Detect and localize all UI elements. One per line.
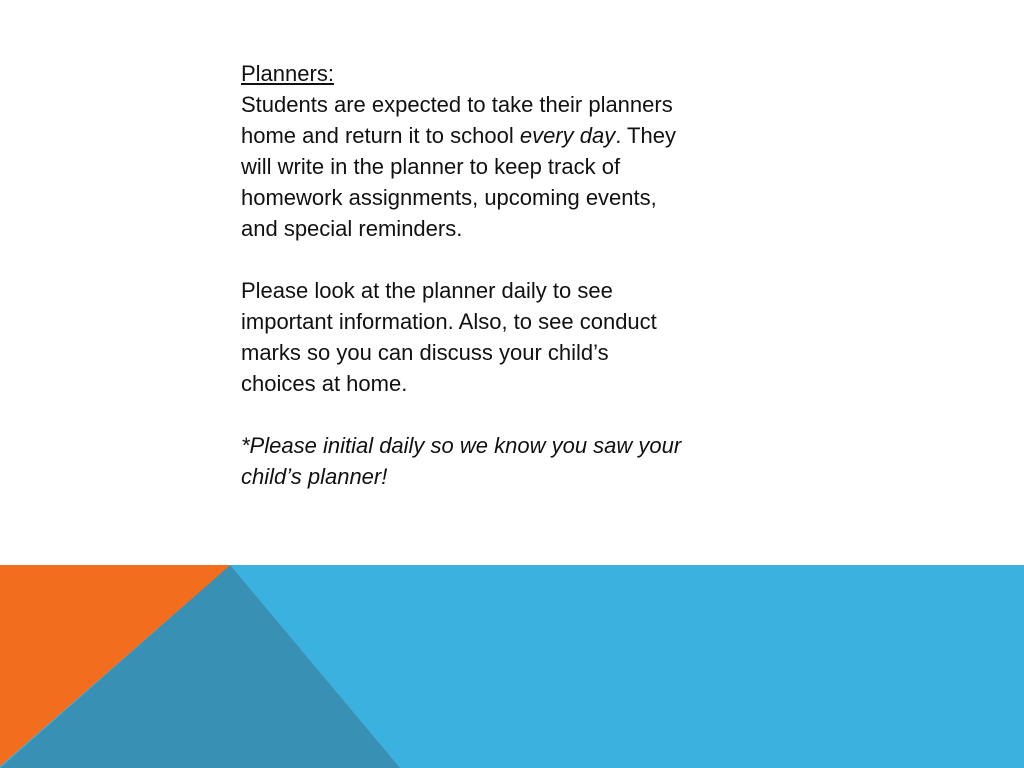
para2-line: choices at home. <box>241 371 408 396</box>
para1-line: and special reminders. <box>241 216 463 241</box>
para2-line: marks so you can discuss your child’s <box>241 340 609 365</box>
para1-line <box>241 120 761 151</box>
text: home and return it to school <box>241 123 520 148</box>
text: . They <box>615 123 676 148</box>
para2-line: Please look at the planner daily to see <box>241 278 613 303</box>
para3-line: *Please initial daily so we know you saw your <box>241 433 682 458</box>
para1-line: will write in the planner to keep track of <box>241 154 621 179</box>
spacer <box>241 399 761 430</box>
para3-line: child’s planner! <box>241 464 388 489</box>
spacer <box>241 244 761 275</box>
slide-body <box>241 58 761 492</box>
emphasis-every-day: every day <box>519 123 616 148</box>
para1-line: homework assignments, upcoming events, <box>241 185 657 210</box>
para2-line: important information. Also, to see conduct <box>241 309 657 334</box>
para1-line: Students are expected to take their planners <box>241 92 673 117</box>
heading: Planners: <box>241 61 334 86</box>
